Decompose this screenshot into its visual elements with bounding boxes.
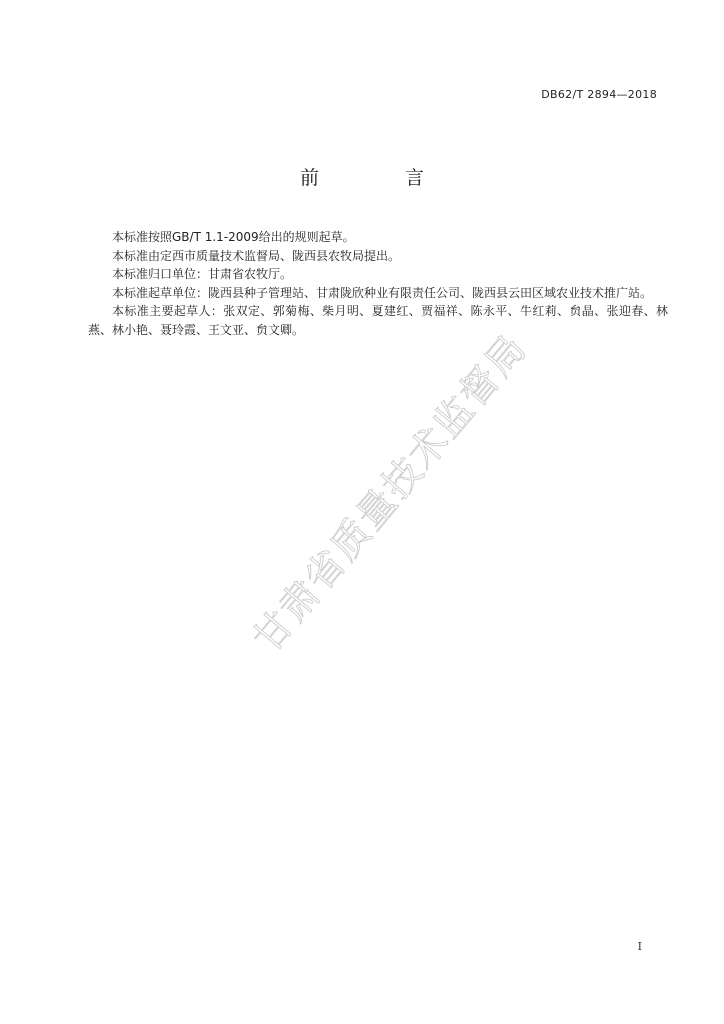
- paragraph-proposer: 本标准由定西市质量技术监督局、陇西县农牧局提出。: [112, 248, 401, 263]
- foreword-body: [88, 228, 668, 339]
- paragraph-drafting-rules: 本标准按照GB/T 1.1-2009给出的规则起草。: [112, 230, 355, 244]
- standard-code: DB62/T 2894—2018: [541, 88, 657, 101]
- watermark-text: 甘肃省质量技术监督局: [244, 325, 536, 661]
- page-number: I: [637, 940, 642, 953]
- paragraph-drafting-units: 本标准起草单位：陇西县种子管理站、甘肃陇欣种业有限责任公司、陇西县云田区域农业技术推广站。: [112, 285, 653, 300]
- page-title: 前 言: [299, 167, 465, 189]
- paragraph-drafters: 本标准主要起草人：张双定、郭菊梅、柴月明、夏建红、贾福祥、陈永平、牛红莉、贠晶、张迎春、林燕、林小艳、聂玲霞、王文亚、贠文卿。: [88, 304, 668, 337]
- paragraph-responsible-unit: 本标准归口单位：甘肃省农牧厅。: [112, 267, 293, 281]
